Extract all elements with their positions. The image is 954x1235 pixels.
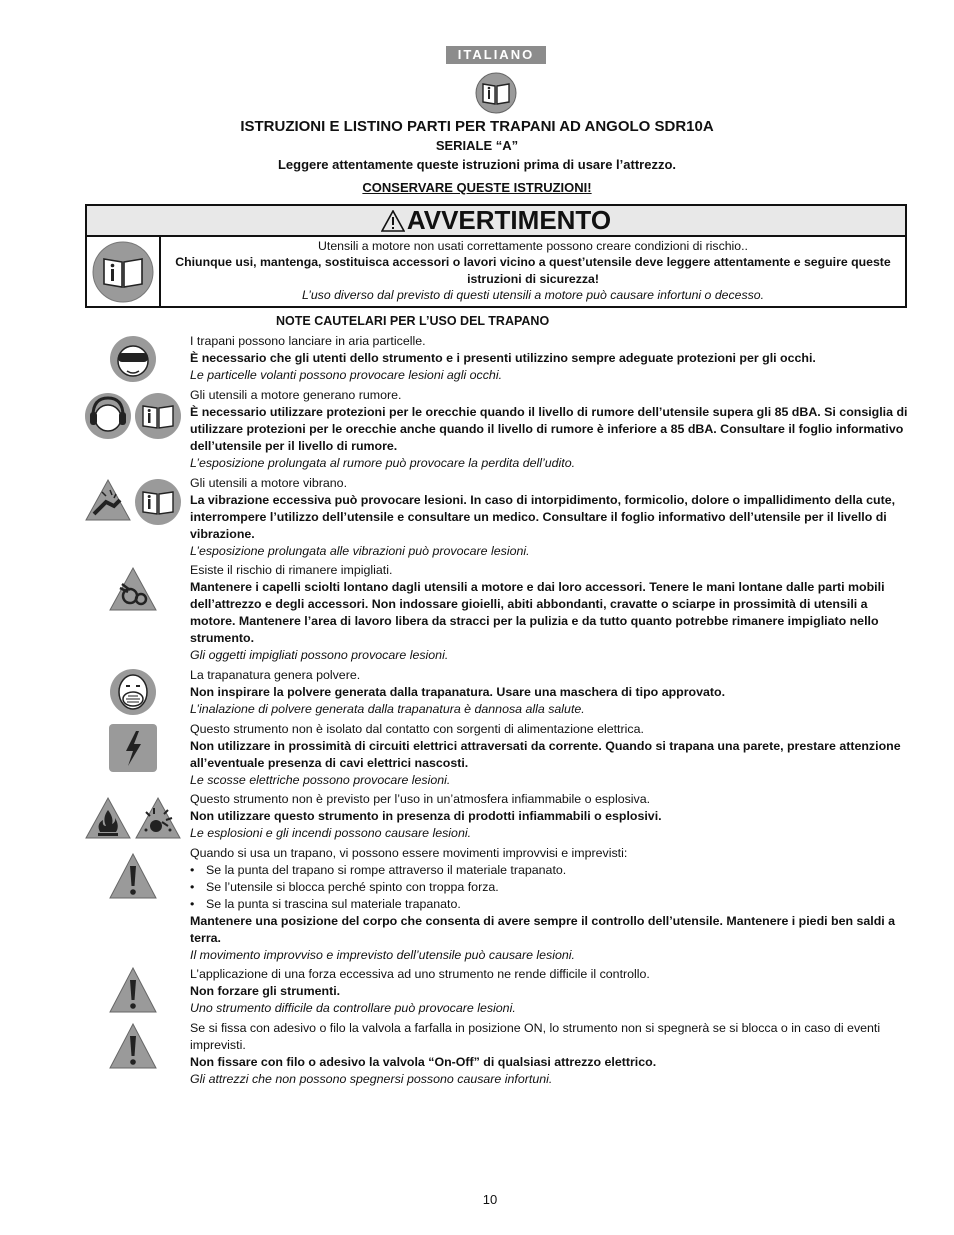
section-italic-text: Le particelle volanti possono provocare lesioni agli occhi. (190, 368, 503, 382)
section-excessive-force (190, 966, 910, 1017)
warning-exclamation-icon (108, 852, 158, 900)
section-bold-text: Mantenere i capelli sciolti lontano dagli utensili a motore e dai loro accessori. Tenere le mani lontane dalle parti mobili dell’attrezzo e degli accessori. Non indossare gioielli, abiti abbondanti, cravatte o sciarpe in prossimità di utensili a motore. Mantenere l’area di lavoro libera da stracci per la pulizia e da tutto quanto potrebbe rimanere impigliato nello strumento. (190, 580, 885, 645)
eye-protection-icon (109, 335, 157, 383)
section-entanglement (190, 562, 910, 664)
section-normal-text: L’applicazione di una forza eccessiva ad uno strumento ne rende difficile il controllo. (190, 967, 650, 981)
warning-exclamation-icon (108, 1022, 158, 1070)
section-normal-text: Esiste il rischio di rimanere impigliati. (190, 563, 393, 577)
section-bold-text: Non inspirare la polvere generata dalla trapanatura. Usare una maschera di tipo approvato. (190, 685, 726, 699)
read-manual-icon (134, 478, 182, 526)
page-number: 10 (482, 1192, 498, 1207)
section-normal-text: La trapanatura genera polvere. (190, 668, 361, 682)
section-normal-text: I trapani possono lanciare in aria particelle. (190, 334, 426, 348)
section-normal-text: Se si fissa con adesivo o filo la valvola a farfalla in posizione ON, lo strumento non si spegnerà se si blocca o in caso di eventi imprevisti. (190, 1021, 881, 1052)
respirator-icon (109, 668, 157, 716)
section-normal-text: Questo strumento non è previsto per l’uso in un’atmosfera infiammabile o esplosiva. (190, 792, 651, 806)
section-respirator (190, 667, 910, 718)
section-bold-text: Non utilizzare questo strumento in presenza di prodotti infiammabili o esplosivi. (190, 809, 662, 823)
serial-label: SERIALE “A” (435, 138, 519, 153)
bullet-item: • Se la punta si trascina sul materiale trapanato. (190, 896, 910, 913)
read-manual-icon (92, 241, 154, 303)
section-italic-text: L’esposizione prolungata alle vibrazioni può provocare lesioni. (190, 544, 530, 558)
section-electric (190, 721, 910, 789)
bullet-item: • Se la punta del trapano si rompe attraverso il materiale trapanato. (190, 862, 910, 879)
ear-protection-icon (84, 392, 132, 440)
section-italic-text: Le esplosioni e gli incendi possono causare lesioni. (190, 826, 472, 840)
read-notice: Leggere attentamente queste istruzioni prima di usare l’attrezzo. (277, 157, 677, 172)
section-bold-text: Non utilizzare in prossimità di circuiti elettrici attraversati da corrente. Quando si trapana una parete, prestare attenzione all’eventuale presenza di cavi elettrici nascosti. (190, 739, 901, 770)
warning-line-3: L’uso diverso dal previsto di questi utensili a motore può causare infortuni o decesso. (301, 287, 765, 302)
section-bold-text: È necessario utilizzare protezioni per le orecchie quando il livello di rumore dell’utensile supera gli 85 dBA. Si consiglia di utilizzare protezioni per le orecchie anche quando il livello di rumore è inferiore a 85 dBA. Consultare il foglio informativo dell’utensile per il livello di rumore. (190, 405, 908, 453)
section-fire-explosion (190, 791, 910, 842)
keep-notice: CONSERVARE QUESTE ISTRUZIONI! (362, 180, 592, 195)
warning-triangle-icon (381, 210, 405, 232)
warning-heading (87, 206, 905, 237)
document-title: ISTRUZIONI E LISTINO PARTI PER TRAPANI AD ANGOLO SDR10A (240, 118, 714, 135)
section-italic-text: Le scosse elettriche possono provocare lesioni. (190, 773, 451, 787)
warning-line-2: Chiunque usi, mantenga, sostituisca accessori o lavori vicino a quest’utensile deve leggere attentamente e seguire queste istruzioni di sicurezza! (175, 255, 891, 286)
section-bold-text: Non fissare con filo o adesivo la valvola “On-Off” di qualsiasi attrezzo elettrico. (190, 1055, 657, 1069)
electric-shock-icon (108, 723, 158, 773)
section-italic-text: Il movimento improvviso e imprevisto dell’utensile può causare lesioni. (190, 948, 575, 962)
warning-box (85, 204, 907, 308)
vibration-hazard-icon (84, 478, 132, 522)
section-ear-protection (190, 387, 910, 472)
notes-title: NOTE CAUTELARI PER L’USO DEL TRAPANO (276, 314, 550, 328)
section-sudden-movement (190, 845, 910, 964)
section-bold-text: Mantenere una posizione del corpo che consenta di avere sempre il controllo dell’utensile. Mantenere i piedi ben saldi a terra. (190, 914, 896, 945)
section-eye-protection (190, 333, 910, 384)
entanglement-hazard-icon (108, 566, 158, 612)
section-normal-text: Gli utensili a motore generano rumore. (190, 388, 402, 402)
section-italic-text: L’inalazione di polvere generata dalla trapanatura è dannosa alla salute. (190, 702, 585, 716)
language-badge: ITALIANO (446, 46, 546, 64)
section-italic-text: Gli attrezzi che non possono spegnersi possono causare infortuni. (190, 1072, 553, 1086)
warning-exclamation-icon (108, 966, 158, 1014)
section-throttle (190, 1020, 910, 1088)
warning-heading-text: AVVERTIMENTO (406, 205, 612, 235)
section-bold-text: Non forzare gli strumenti. (190, 984, 341, 998)
explosion-hazard-icon (134, 796, 182, 840)
section-normal-text: Quando si usa un trapano, vi possono essere movimenti improvvisi e imprevisti: (190, 846, 628, 860)
section-italic-text: L’esposizione prolungata al rumore può provocare la perdita dell’udito. (190, 456, 576, 470)
read-manual-icon (134, 392, 182, 440)
section-italic-text: Gli oggetti impigliati possono provocare lesioni. (190, 648, 449, 662)
section-normal-text: Questo strumento non è isolato dal contatto con sorgenti di alimentazione elettrica. (190, 722, 644, 736)
section-bold-text: La vibrazione eccessiva può provocare lesioni. In caso di intorpidimento, formicolio, dolore o impallidimento della cute, interrompere l’utilizzo dell’utensile e consultare un medico. Consultare il foglio informativo dell’utensile per il livello di vibrazione. (190, 493, 896, 541)
section-bold-text: È necessario che gli utenti dello strumento e i presenti utilizzino sempre adeguate protezioni per gli occhi. (190, 351, 816, 365)
section-normal-text: Gli utensili a motore vibrano. (190, 476, 348, 490)
read-manual-icon (475, 72, 517, 114)
section-vibration (190, 475, 910, 560)
bullet-item: • Se l’utensile si blocca perché spinto con troppa forza. (190, 879, 910, 896)
warning-line-1: Utensili a motore non usati correttamente possono creare condizioni di rischio.. (318, 239, 748, 253)
section-italic-text: Uno strumento difficile da controllare può provocare lesioni. (190, 1001, 516, 1015)
fire-hazard-icon (84, 796, 132, 840)
